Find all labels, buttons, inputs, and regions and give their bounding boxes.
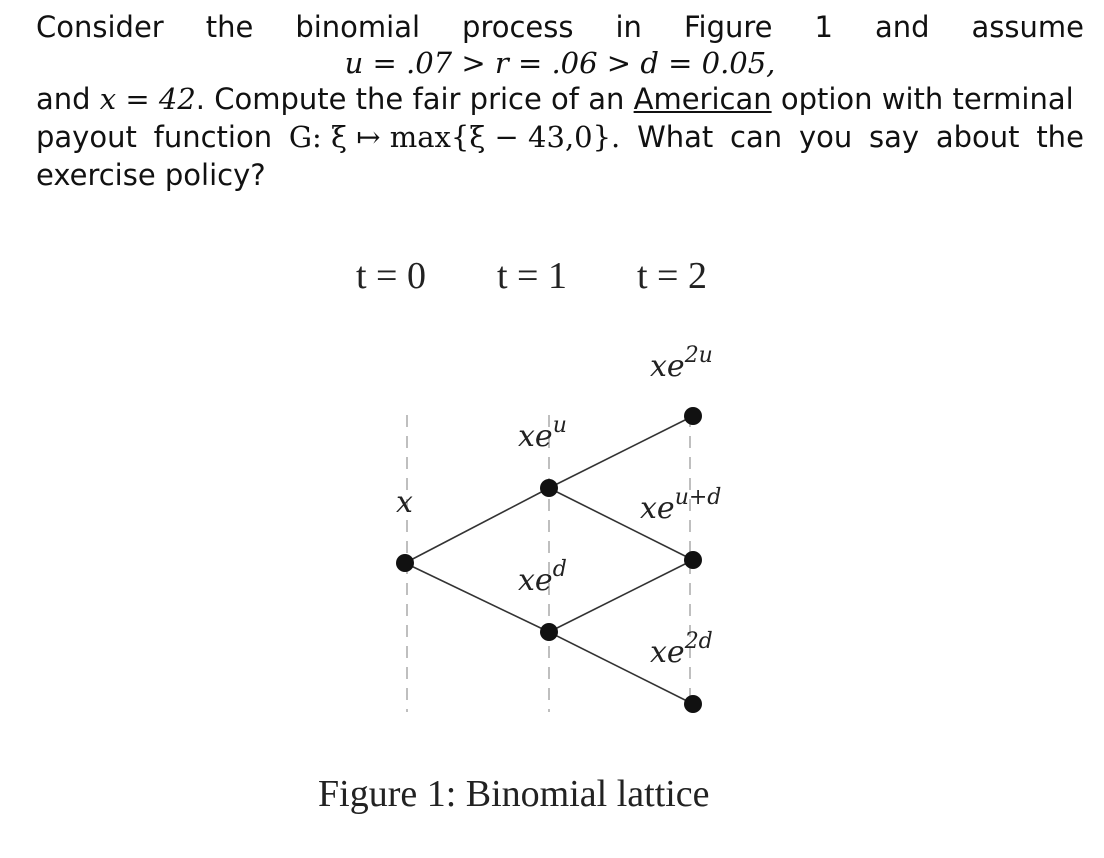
- node-ud: [684, 551, 702, 569]
- text: option with terminal: [771, 82, 1074, 116]
- label-down-base: xe: [518, 563, 553, 598]
- edge-down-ud: [549, 560, 693, 632]
- underlined-american: American: [633, 82, 772, 116]
- node-down: [540, 623, 558, 641]
- node-dd: [684, 695, 702, 713]
- text: . Compute the fair price of an: [195, 82, 634, 116]
- edge-up-uu: [549, 416, 693, 488]
- label-up-sup: u: [552, 413, 567, 438]
- text: and: [36, 82, 100, 116]
- word: the: [205, 10, 254, 44]
- word: Consider: [36, 10, 164, 44]
- edge-root-up: [405, 488, 549, 563]
- time-label-1: t = 1: [497, 255, 567, 297]
- label-ud-sup: u+d: [674, 485, 722, 510]
- word: about: [935, 120, 1020, 154]
- label-uu-base: xe: [650, 349, 685, 384]
- label-dd-sup: 2d: [684, 629, 713, 654]
- word: process: [462, 10, 574, 44]
- label-ud: [640, 485, 721, 526]
- node-up: [540, 479, 558, 497]
- node-uu: [684, 407, 702, 425]
- time-label-2: t = 2: [637, 255, 707, 297]
- label-uu: [650, 343, 713, 384]
- word: say: [869, 120, 920, 154]
- word: and: [874, 10, 930, 44]
- label-dd: [650, 629, 713, 670]
- node-root: [396, 554, 414, 572]
- word: payout: [36, 120, 137, 154]
- word: function: [153, 120, 273, 154]
- math-x: x = 42: [99, 82, 196, 116]
- label-up: [518, 413, 567, 454]
- parameter-line: u = .07 > r = .06 > d = 0.05,: [344, 46, 776, 80]
- word: can: [730, 120, 783, 154]
- word: you: [798, 120, 853, 154]
- word: the: [1036, 120, 1084, 154]
- word: binomial: [295, 10, 421, 44]
- figure-caption: Figure 1: Binomial lattice: [318, 773, 710, 815]
- label-root: x: [396, 485, 413, 520]
- label-up-base: xe: [518, 419, 553, 454]
- time-label-0: t = 0: [356, 255, 426, 297]
- question-line-5: exercise policy?: [36, 158, 266, 192]
- word: assume: [971, 10, 1084, 44]
- label-down-sup: d: [552, 557, 567, 582]
- label-dd-base: xe: [650, 635, 685, 670]
- label-down: [518, 557, 567, 598]
- label-uu-sup: 2u: [684, 343, 713, 368]
- word: 1: [814, 10, 833, 44]
- payout-function: G: ξ ↦ max{ξ − 43,0}.: [288, 120, 621, 154]
- word: in: [615, 10, 642, 44]
- label-ud-base: xe: [640, 491, 675, 526]
- word: Figure: [683, 10, 773, 44]
- word: What: [637, 120, 714, 154]
